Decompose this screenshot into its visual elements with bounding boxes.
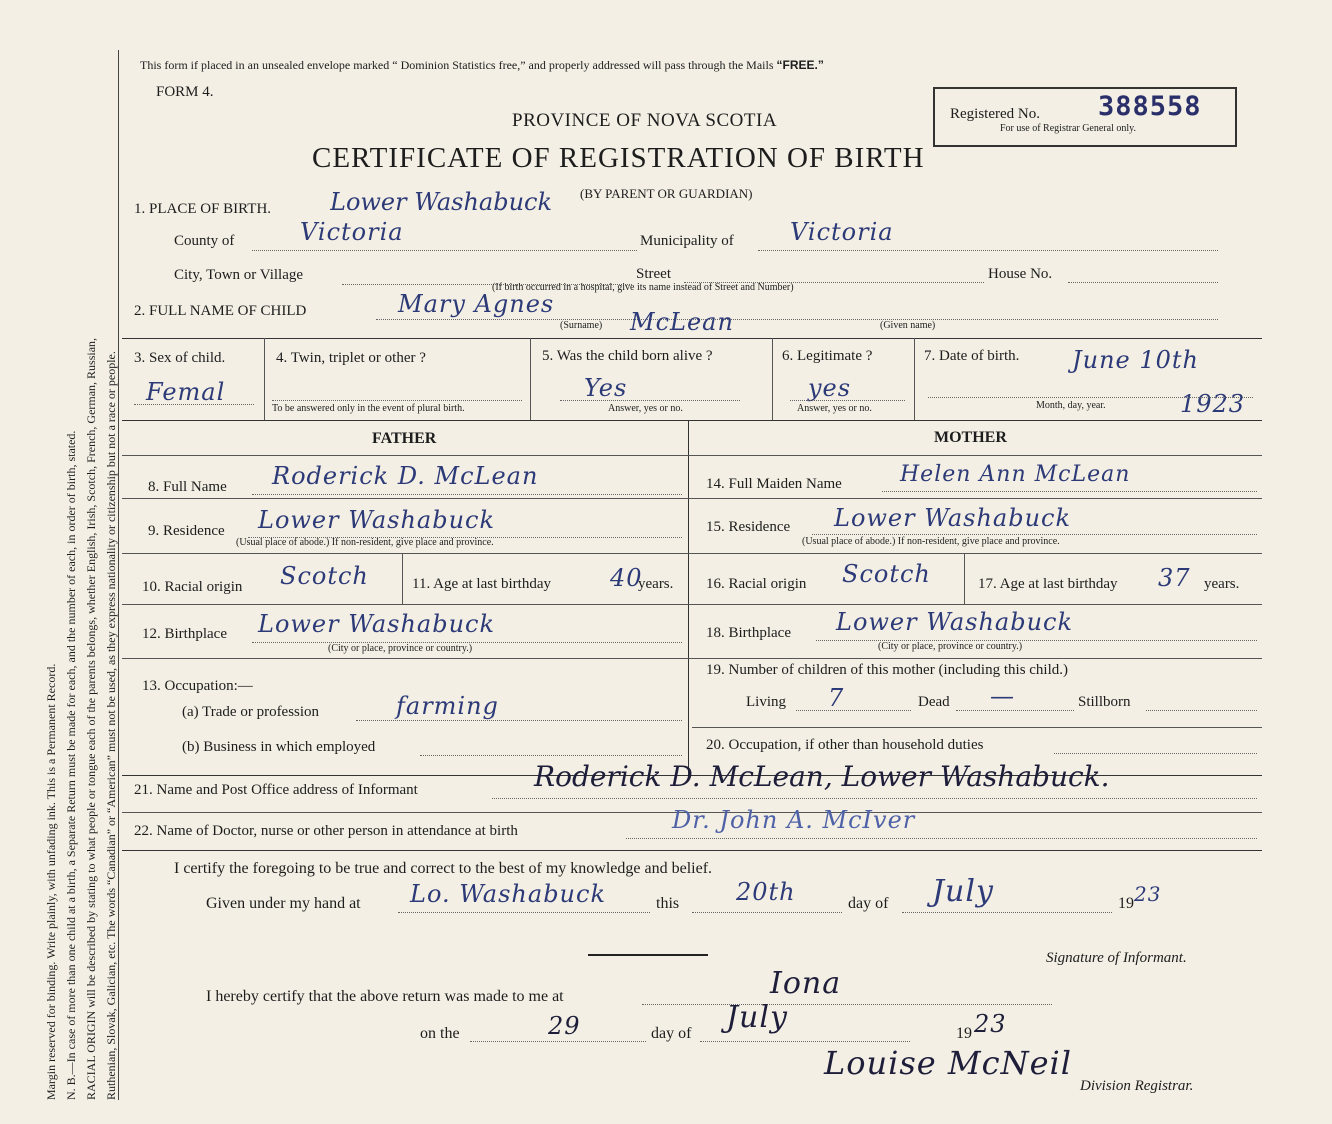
certify-month: July — [932, 874, 994, 909]
division-registrar-label: Division Registrar. — [1080, 1078, 1194, 1094]
margin-note-2: N. B.—In case of more than one child at a birth, a Separate Return must be made for each, and the number of each, in order of birth, stated. — [64, 430, 78, 1100]
rule-column-divider — [688, 420, 689, 775]
hospital-note: (If birth occurred in a hospital, give its name instead of Street and Number) — [492, 282, 794, 293]
registrar-year-suffix: 23 — [974, 1010, 1007, 1038]
city-label: City, Town or Village — [174, 267, 304, 283]
on-the-label: on the — [420, 1025, 460, 1042]
dob-label: 7. Date of birth. — [924, 348, 1020, 364]
twin-note: To be answered only in the event of plural birth. — [272, 403, 465, 414]
margin-notes — [0, 0, 120, 1124]
dob-year: 1923 — [1180, 390, 1246, 418]
certify-statement: I certify the foregoing to be true and correct to the best of my knowledge and belief. — [174, 860, 713, 877]
rule-row3-c — [772, 338, 773, 420]
certificate-title: CERTIFICATE OF REGISTRATION OF BIRTH — [312, 142, 925, 174]
informant-value: Roderick D. McLean, Lower Washabuck. — [534, 760, 1110, 793]
informant-signature-label: Signature of Informant. — [1046, 950, 1187, 966]
doctor-value: Dr. John A. McIver — [672, 806, 916, 834]
mother-race: Scotch — [842, 560, 931, 588]
mother-years: years. — [1204, 576, 1240, 592]
rule-above-row3 — [122, 338, 1262, 339]
registrar-statement: I hereby certify that the above return was made to me at — [206, 988, 564, 1005]
mail-notice-text: This form if placed in an unsealed envelope marked “ Dominion Statistics free,” and properly addressed will pass through the Mails — [140, 58, 777, 72]
given-name-caption: (Given name) — [880, 320, 936, 331]
mother-residence: Lower Washabuck — [834, 504, 1072, 532]
legitimate-line — [790, 400, 905, 401]
this-day-line — [692, 912, 842, 913]
father-name-label: 8. Full Name — [148, 479, 227, 495]
rule-9-15 — [122, 553, 1262, 554]
certify-year-prefix: 19 — [1118, 895, 1134, 912]
municipality-line — [758, 250, 1218, 251]
business-label: (b) Business in which employed — [182, 739, 376, 755]
rule-mother-race-box — [964, 553, 965, 604]
doctor-line — [626, 838, 1257, 839]
mother-birthplace: Lower Washabuck — [836, 608, 1074, 636]
mother-name-label: 14. Full Maiden Name — [706, 476, 842, 492]
legitimate-label: 6. Legitimate ? — [782, 348, 873, 364]
mail-notice — [140, 58, 824, 73]
mail-notice-free: “FREE.” — [776, 58, 824, 72]
form-number: FORM 4. — [156, 84, 214, 100]
rule-below-22 — [122, 850, 1262, 851]
margin-note-1: Margin reserved for binding. Write plainly, with unfading ink. This is a Permanent Record. — [44, 663, 58, 1100]
dead-label: Dead — [918, 694, 950, 710]
trade-value: farming — [396, 692, 499, 720]
surname-caption: (Surname) — [560, 320, 603, 331]
certify-day-of-label: day of — [848, 895, 889, 912]
mother-birthplace-note: (City or place, province or country.) — [878, 641, 1023, 652]
mother-residence-line — [812, 534, 1257, 535]
rule-row3-a — [264, 338, 265, 420]
dob-note: Month, day, year. — [1036, 400, 1106, 411]
alive-label: 5. Was the child born alive ? — [542, 348, 713, 364]
county-label: County of — [174, 233, 235, 249]
rule-row3-d — [914, 338, 915, 420]
occupation-label: 13. Occupation:— — [142, 678, 253, 694]
registrar-day: 29 — [548, 1012, 581, 1040]
father-residence-note: (Usual place of abode.) If non-resident, give place and province. — [236, 537, 494, 548]
father-birthplace-label: 12. Birthplace — [142, 626, 227, 642]
binding-rule — [118, 50, 119, 1100]
sex-line — [134, 404, 254, 405]
twin-label: 4. Twin, triplet or other ? — [276, 350, 426, 366]
doctor-label: 22. Name of Doctor, nurse or other person in attendance at birth — [134, 823, 518, 839]
given-place-line — [398, 912, 650, 913]
informant-line — [492, 798, 1257, 799]
alive-line — [560, 400, 740, 401]
children-label: 19. Number of children of this mother (including this child.) — [706, 662, 1069, 678]
rule-headings — [122, 455, 1262, 456]
municipality-label: Municipality of — [640, 233, 734, 249]
stillborn-line — [1146, 710, 1257, 711]
registrar-month: July — [726, 1000, 788, 1035]
sex-label: 3. Sex of child. — [134, 350, 226, 366]
mother-race-label: 16. Racial origin — [706, 576, 807, 592]
county-line — [252, 250, 637, 251]
father-birthplace: Lower Washabuck — [258, 610, 496, 638]
father-age-label: 11. Age at last birthday — [412, 576, 551, 592]
rule-8-14 — [122, 498, 1262, 499]
father-age: 40 — [610, 564, 643, 592]
child-given-name: Mary Agnes — [398, 290, 555, 318]
certify-month-line — [902, 912, 1112, 913]
living-value: 7 — [828, 684, 845, 712]
alive-value: Yes — [584, 374, 628, 402]
rule-row3-b — [530, 338, 531, 420]
mother-residence-label: 15. Residence — [706, 519, 791, 535]
registrar-place: Iona — [770, 966, 842, 1001]
this-label: this — [656, 895, 680, 912]
province-title: PROVINCE OF NOVA SCOTIA — [512, 110, 778, 131]
given-place: Lo. Washabuck — [410, 880, 606, 908]
trade-line — [356, 720, 682, 721]
registrar-day-line — [470, 1041, 646, 1042]
certify-year-suffix: 23 — [1134, 882, 1162, 906]
house-line — [1068, 282, 1218, 283]
by-parent-note: (BY PARENT OR GUARDIAN) — [580, 186, 753, 201]
father-birthplace-note: (City or place, province or country.) — [328, 643, 473, 654]
rule-father-race-box — [402, 553, 403, 604]
rule-19-20 — [692, 727, 1262, 728]
business-line — [420, 755, 682, 756]
father-years: years. — [638, 576, 674, 592]
registrar-place-line — [642, 1004, 1052, 1005]
living-label: Living — [746, 694, 786, 710]
mother-residence-note: (Usual place of abode.) If non-resident, give place and province. — [802, 536, 1060, 547]
trade-label: (a) Trade or profession — [182, 704, 320, 720]
dob-line — [928, 397, 1253, 398]
county-value: Victoria — [300, 218, 404, 246]
mother-occupation-line — [1054, 753, 1257, 754]
registered-number: 388558 — [1098, 91, 1202, 122]
alive-note: Answer, yes or no. — [608, 403, 683, 414]
place-of-birth-value: Lower Washabuck — [330, 188, 553, 216]
margin-note-3: RACIAL ORIGIN will be described by stating to what people or tongue each of the parents belongs, whether English, Irish, Scotch, French, German, Russian, — [84, 337, 98, 1100]
registrar-month-line — [700, 1041, 910, 1042]
mother-birthplace-label: 18. Birthplace — [706, 625, 791, 641]
twin-line — [272, 400, 522, 401]
margin-note-4: Ruthenian, Slovak, Galician, etc. The words “Canadian” or “American” must not be used, as they express nationality or citizenship but not a race or people. — [104, 351, 118, 1100]
father-name-line — [252, 494, 682, 495]
mother-occupation-label: 20. Occupation, if other than household duties — [706, 737, 984, 753]
stillborn-label: Stillborn — [1078, 694, 1131, 710]
legitimate-note: Answer, yes or no. — [797, 403, 872, 414]
rule-below-row3 — [122, 420, 1262, 421]
mother-name: Helen Ann McLean — [900, 462, 1131, 487]
registrar-day-of-label: day of — [651, 1025, 692, 1042]
child-surname: McLean — [630, 308, 734, 336]
legitimate-value: yes — [808, 374, 852, 402]
father-name: Roderick D. McLean — [272, 462, 539, 490]
informant-signature-line — [588, 954, 708, 956]
mother-age: 37 — [1158, 564, 1191, 592]
dead-line — [956, 710, 1074, 711]
place-of-birth-label: 1. PLACE OF BIRTH. — [134, 201, 272, 217]
registrar-year-prefix: 19 — [956, 1025, 972, 1042]
street-label: Street — [636, 266, 671, 282]
father-race-label: 10. Racial origin — [142, 579, 243, 595]
rule-12-18 — [122, 658, 1262, 659]
child-name-line — [376, 319, 1218, 320]
father-residence: Lower Washabuck — [258, 506, 496, 534]
mother-heading: MOTHER — [934, 429, 1007, 446]
living-line — [796, 710, 911, 711]
house-label: House No. — [988, 266, 1053, 282]
mother-name-line — [882, 491, 1257, 492]
this-day: 20th — [736, 878, 796, 906]
father-heading: FATHER — [372, 430, 437, 447]
mother-age-label: 17. Age at last birthday — [978, 576, 1118, 592]
informant-label: 21. Name and Post Office address of Informant — [134, 782, 418, 798]
given-under-label: Given under my hand at — [206, 895, 361, 912]
municipality-value: Victoria — [790, 218, 894, 246]
registrar-use-note: For use of Registrar General only. — [1000, 123, 1136, 134]
father-race: Scotch — [280, 562, 369, 590]
sex-value: Femal — [146, 378, 226, 406]
registered-label: Registered No. — [950, 106, 1040, 122]
dead-value: — — [990, 682, 1015, 710]
rule-10-16 — [122, 604, 1262, 605]
dob-value: June 10th — [1072, 346, 1200, 374]
child-name-label: 2. FULL NAME OF CHILD — [134, 303, 307, 319]
father-residence-label: 9. Residence — [148, 523, 225, 539]
registrar-signature: Louise McNeil — [824, 1044, 1072, 1082]
